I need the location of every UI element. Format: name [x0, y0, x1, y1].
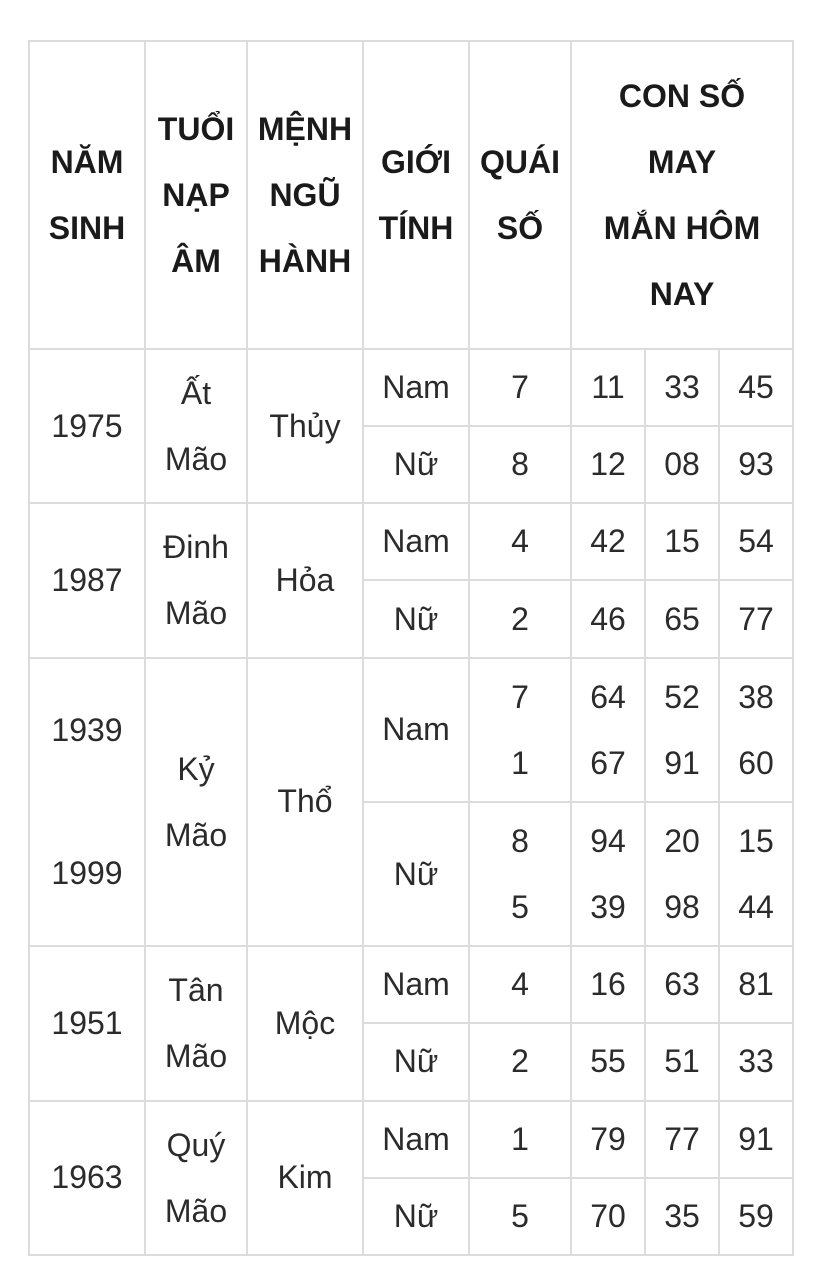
- header-line: ÂM: [171, 243, 221, 279]
- number-line: 38: [738, 678, 774, 715]
- number-line: 39: [590, 889, 626, 926]
- menh-cell: Hỏa: [247, 503, 363, 657]
- header-quai-so: [469, 41, 571, 349]
- tuoi-line: Mão: [164, 1038, 228, 1075]
- lucky-number-table: [28, 40, 794, 1256]
- number-cell: 59: [719, 1178, 793, 1255]
- quai-cell: 4: [469, 946, 571, 1023]
- table-row: [29, 1101, 793, 1178]
- header-con-so-may-man: [571, 41, 793, 349]
- number-line: 91: [664, 744, 700, 781]
- gender-cell: Nam: [363, 946, 469, 1023]
- tuoi-cell: [145, 349, 247, 503]
- quai-cell: 4: [469, 503, 571, 580]
- quai-line: 1: [511, 744, 529, 781]
- menh-cell: Thủy: [247, 349, 363, 503]
- gender-cell: Nam: [363, 658, 469, 802]
- number-line: 67: [590, 744, 626, 781]
- tuoi-line: Mão: [164, 441, 228, 478]
- number-cell: 33: [719, 1023, 793, 1100]
- number-cell: [719, 802, 793, 946]
- year-cell: 1975: [29, 349, 145, 503]
- gender-cell: Nữ: [363, 426, 469, 503]
- number-cell: 35: [645, 1178, 719, 1255]
- tuoi-line: Ất: [180, 375, 212, 412]
- header-row: [29, 41, 793, 349]
- gender-cell: Nam: [363, 1101, 469, 1178]
- quai-cell: 7: [469, 349, 571, 426]
- number-cell: 12: [571, 426, 645, 503]
- number-cell: 45: [719, 349, 793, 426]
- quai-line: 5: [511, 889, 529, 926]
- number-cell: [571, 802, 645, 946]
- number-cell: 16: [571, 946, 645, 1023]
- tuoi-line: Tân: [168, 972, 224, 1009]
- number-line: 52: [664, 678, 700, 715]
- quai-cell: 8: [469, 426, 571, 503]
- number-line: 20: [664, 823, 700, 860]
- quai-line: 8: [511, 823, 529, 860]
- quai-cell: 5: [469, 1178, 571, 1255]
- menh-cell: Kim: [247, 1101, 363, 1255]
- number-cell: 70: [571, 1178, 645, 1255]
- header-line: NẠP: [162, 177, 230, 213]
- year-line: 1999: [51, 855, 123, 892]
- header-line: NGŨ: [269, 177, 341, 213]
- header-line: HÀNH: [258, 243, 352, 279]
- header-line: NAY: [649, 276, 715, 312]
- number-cell: [571, 658, 645, 802]
- number-cell: 77: [719, 580, 793, 657]
- year-cell: 1987: [29, 503, 145, 657]
- year-cell: 1963: [29, 1101, 145, 1255]
- header-line: TUỔI: [157, 111, 235, 147]
- header-line: SỐ: [496, 210, 544, 246]
- number-cell: 77: [645, 1101, 719, 1178]
- number-cell: 11: [571, 349, 645, 426]
- table-row: [29, 349, 793, 426]
- number-cell: [645, 658, 719, 802]
- gender-cell: Nữ: [363, 802, 469, 946]
- number-cell: 46: [571, 580, 645, 657]
- number-cell: 08: [645, 426, 719, 503]
- year-cell: [29, 658, 145, 947]
- tuoi-cell: [145, 503, 247, 657]
- header-line: GIỚI: [381, 144, 451, 180]
- gender-cell: Nữ: [363, 1023, 469, 1100]
- number-cell: 33: [645, 349, 719, 426]
- number-line: 64: [590, 678, 626, 715]
- number-cell: 63: [645, 946, 719, 1023]
- number-line: 60: [738, 744, 774, 781]
- tuoi-line: Mão: [164, 595, 228, 632]
- number-line: 44: [738, 889, 774, 926]
- table-row: [29, 658, 793, 802]
- number-cell: 91: [719, 1101, 793, 1178]
- quai-cell: 1: [469, 1101, 571, 1178]
- year-cell: 1951: [29, 946, 145, 1100]
- header-line: SINH: [48, 210, 126, 246]
- number-cell: 79: [571, 1101, 645, 1178]
- header-line: CON SỐ: [618, 78, 746, 114]
- header-menh-ngu-hanh: [247, 41, 363, 349]
- quai-cell: 2: [469, 580, 571, 657]
- year-line: 1939: [51, 711, 123, 748]
- header-line: QUÁI: [480, 144, 560, 180]
- tuoi-cell: [145, 946, 247, 1100]
- tuoi-line: Kỷ: [177, 750, 215, 787]
- header-tuoi-nap-am: [145, 41, 247, 349]
- quai-cell: [469, 658, 571, 802]
- table-row: [29, 503, 793, 580]
- tuoi-line: Mão: [164, 1192, 228, 1229]
- tuoi-cell: [145, 1101, 247, 1255]
- header-line: MAY: [647, 144, 717, 180]
- quai-cell: [469, 802, 571, 946]
- number-cell: 65: [645, 580, 719, 657]
- tuoi-line: Đinh: [163, 529, 229, 566]
- number-cell: 93: [719, 426, 793, 503]
- number-cell: [645, 802, 719, 946]
- header-line: MẮN HÔM: [603, 210, 761, 246]
- header-line: MỆNH: [257, 111, 353, 147]
- number-line: 94: [590, 823, 626, 860]
- gender-cell: Nữ: [363, 1178, 469, 1255]
- tuoi-line: Quý: [166, 1126, 226, 1163]
- tuoi-line: Mão: [164, 816, 228, 853]
- number-cell: [719, 658, 793, 802]
- number-line: 15: [738, 823, 774, 860]
- header-line: TÍNH: [378, 210, 454, 246]
- table-row: [29, 946, 793, 1023]
- number-cell: 42: [571, 503, 645, 580]
- number-cell: 51: [645, 1023, 719, 1100]
- gender-cell: Nam: [363, 503, 469, 580]
- gender-cell: Nữ: [363, 580, 469, 657]
- number-cell: 55: [571, 1023, 645, 1100]
- number-cell: 54: [719, 503, 793, 580]
- header-line: NĂM: [50, 144, 124, 180]
- quai-cell: 2: [469, 1023, 571, 1100]
- number-cell: 81: [719, 946, 793, 1023]
- number-cell: 15: [645, 503, 719, 580]
- header-nam-sinh: [29, 41, 145, 349]
- tuoi-cell: [145, 658, 247, 947]
- number-line: 98: [664, 889, 700, 926]
- header-gioi-tinh: [363, 41, 469, 349]
- gender-cell: Nam: [363, 349, 469, 426]
- quai-line: 7: [511, 678, 529, 715]
- menh-cell: Thổ: [247, 658, 363, 947]
- menh-cell: Mộc: [247, 946, 363, 1100]
